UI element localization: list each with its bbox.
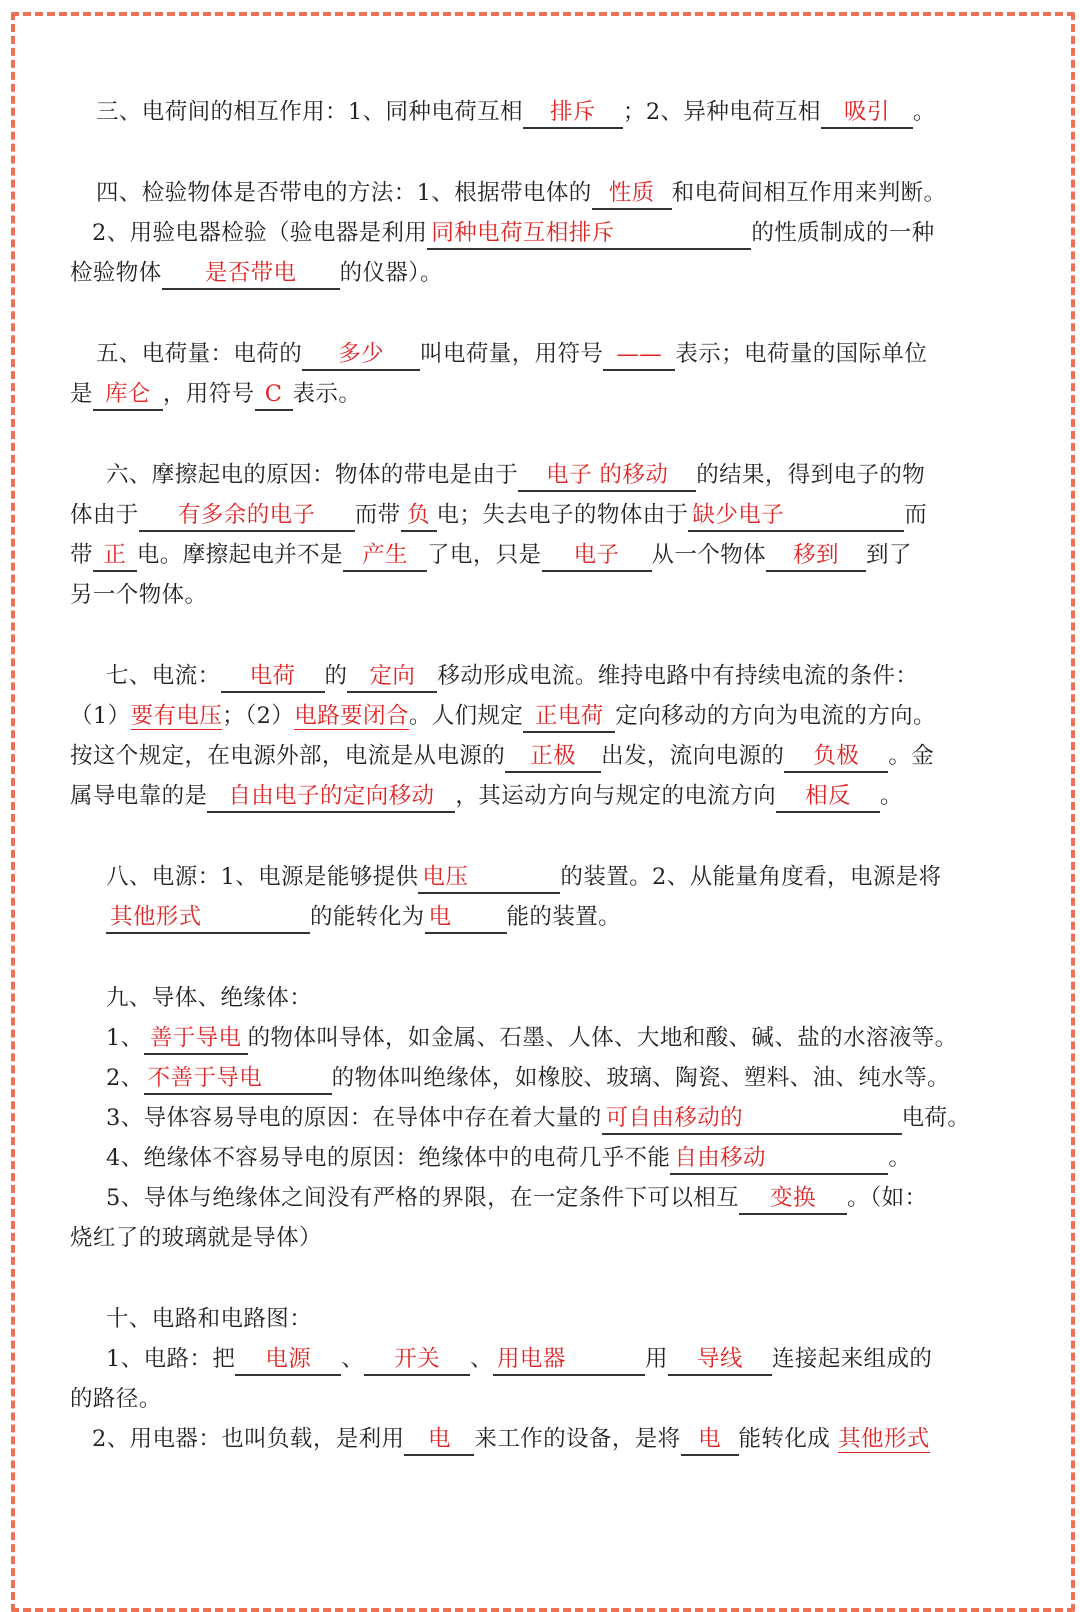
text: 检验物体 [70, 260, 162, 286]
text: 体由于 [70, 502, 139, 528]
text: 移动形成电流。维持电路中有持续电流的条件： [437, 663, 919, 689]
text: 十、电路和电路图： [106, 1306, 313, 1332]
text: 是 [70, 381, 93, 407]
text: 2、 [106, 1065, 144, 1091]
text: 2、用电器：也叫负载，是利用 [92, 1426, 405, 1452]
text: 的能转化为 [310, 904, 425, 930]
answer-blank: 正电荷 [523, 701, 615, 733]
answer-blank: 自由移动 [670, 1143, 888, 1175]
text: 九、导体、绝缘体： [106, 985, 313, 1011]
text: 来工作的设备，是将 [474, 1426, 681, 1452]
answer-inline: 其他形式 [838, 1426, 930, 1452]
answer-blank: 用电器 [493, 1344, 645, 1376]
answer-blank: 电压 [418, 862, 560, 894]
worksheet-content [70, 92, 970, 1459]
text: （1） [70, 703, 131, 729]
text: 电。摩擦起电并不是 [136, 542, 344, 568]
text: 。 [912, 99, 936, 125]
answer-blank: 吸引 [821, 97, 913, 129]
section-10-line-2 [70, 1379, 970, 1419]
text: 1、 [106, 1025, 144, 1051]
text: 。 [880, 783, 903, 809]
answer-blank: 多少 [302, 339, 420, 371]
answer-blank: 正极 [505, 741, 601, 773]
answer-inline: 要有电压 [130, 703, 223, 729]
text: ；2、异种电荷互相 [622, 99, 821, 125]
section-10-line-1 [70, 1339, 970, 1379]
section-7-line-4 [70, 776, 970, 816]
answer-blank: 导线 [668, 1344, 772, 1376]
section-7-line-3 [70, 736, 970, 776]
answer-blank: 排斥 [523, 97, 623, 129]
answer-blank: 正 [93, 540, 137, 572]
section-10-title [70, 1299, 970, 1339]
section-8-line-2 [70, 897, 970, 937]
answer-blank: 电 [425, 902, 507, 934]
text: 3、导体容易导电的原因：在导体中存在着大量的 [106, 1105, 602, 1131]
section-9-line-1 [70, 1018, 970, 1058]
section-9-line-5 [70, 1178, 970, 1218]
text: 用 [645, 1346, 668, 1372]
answer-blank: 缺少电子 [688, 500, 904, 532]
section-4-line-3 [70, 253, 970, 293]
section-9-line-2 [70, 1058, 970, 1098]
section-9-line-3 [70, 1098, 970, 1138]
text: 表示；电荷量的国际单位 [675, 341, 928, 367]
section-6-line-1 [70, 455, 970, 495]
answer-blank: 电 [681, 1424, 739, 1456]
answer-blank: 电子 [542, 540, 652, 572]
text: 定向移动的方向为电流的方向。 [615, 703, 936, 729]
text: ；（2） [222, 703, 295, 729]
section-9-title [70, 978, 970, 1018]
text: 的性质制成的一种 [751, 220, 935, 246]
text: 的 [324, 663, 348, 689]
answer-blank: 移到 [766, 540, 866, 572]
text: 而 [904, 502, 928, 528]
text: 电；失去电子的物体由于 [436, 502, 689, 528]
text: 。 [888, 1145, 912, 1171]
text: 。人们规定 [408, 703, 524, 729]
answer-blank: 其他形式 [106, 902, 310, 934]
answer-blank: 变换 [739, 1183, 847, 1215]
text: 的物体叫绝缘体，如橡胶、玻璃、陶瓷、塑料、油、纯水等。 [331, 1065, 950, 1091]
section-5-line-1 [70, 334, 970, 374]
section-6-line-2 [70, 495, 970, 535]
text: 。（如： [847, 1185, 928, 1211]
text: 4、绝缘体不容易导电的原因：绝缘体中的电荷几乎不能 [106, 1145, 671, 1171]
answer-blank: C [255, 379, 293, 411]
text: 的结果，得到电子的物 [696, 462, 926, 488]
text: 烧红了的玻璃就是导体） [70, 1225, 322, 1251]
text: 另一个物体。 [70, 582, 208, 608]
text: 按这个规定，在电源外部，电流是从电源的 [70, 743, 506, 769]
text: 电荷。 [901, 1105, 971, 1131]
text: 四、检验物体是否带电的方法：1、根据带电体的 [96, 180, 592, 206]
section-5-line-2 [70, 374, 970, 414]
text: 的仪器）。 [339, 260, 443, 286]
answer-blank: 电荷 [221, 661, 325, 693]
section-6-line-3 [70, 535, 970, 575]
section-4-line-2 [70, 213, 970, 253]
answer-blank: 定向 [347, 661, 437, 693]
text: 表示。 [292, 381, 362, 407]
text: 和电荷间相互作用来判断。 [671, 180, 947, 206]
answer-blank: 电源 [235, 1344, 341, 1376]
answer-blank: 有多余的电子 [139, 500, 355, 532]
section-9-line-4 [70, 1138, 970, 1178]
section-8-line-1 [70, 857, 970, 897]
answer-blank: 电 [404, 1424, 474, 1456]
text: 的路径。 [70, 1386, 162, 1412]
text: 、 [470, 1346, 494, 1372]
answer-blank: 不善于导电 [144, 1063, 332, 1095]
text: 八、电源：1、电源是能够提供 [106, 864, 419, 890]
text: ，用符号 [162, 381, 255, 407]
text: 叫电荷量，用符号 [420, 341, 604, 367]
answer-blank: 可自由移动的 [602, 1103, 902, 1135]
answer-blank: 开关 [364, 1344, 470, 1376]
answer-blank: 自由电子的定向移动 [207, 781, 455, 813]
text: 能的装置。 [506, 904, 622, 930]
answer-blank: 是否带电 [162, 258, 340, 290]
section-10-line-3 [70, 1419, 970, 1459]
text: 连接起来组成的 [771, 1346, 933, 1372]
answer-blank: 电子 的移动 [518, 460, 696, 492]
text: 的装置。2、从能量角度看，电源是将 [560, 864, 942, 890]
answer-blank: 相反 [776, 781, 880, 813]
section-9-line-6 [70, 1218, 970, 1258]
text: 从一个物体 [651, 542, 767, 568]
section-6-line-4 [70, 575, 970, 615]
text: 属导电靠的是 [70, 783, 208, 809]
answer-blank: 负 [401, 500, 437, 532]
text: 能转化成 [738, 1426, 831, 1452]
text: 五、电荷量：电荷的 [96, 341, 303, 367]
text: ，其运动方向与规定的电流方向 [455, 783, 777, 809]
text: 2、用验电器检验（验电器是利用 [92, 220, 428, 246]
text: 。金 [888, 743, 935, 769]
answer-blank: 同种电荷互相排斥 [427, 218, 751, 250]
text: 而带 [354, 502, 401, 528]
text: 1、电路：把 [106, 1346, 236, 1372]
text: 的物体叫导体，如金属、石墨、人体、大地和酸、碱、盐的水溶液等。 [247, 1025, 958, 1051]
section-7-line-1 [70, 656, 970, 696]
answer-blank: —— [603, 339, 675, 371]
answer-blank: 善于导电 [144, 1023, 248, 1055]
text: 六、摩擦起电的原因：物体的带电是由于 [106, 462, 519, 488]
answer-blank: 产生 [343, 540, 427, 572]
text: 了电，只是 [427, 542, 542, 568]
answer-blank: 库仑 [93, 379, 163, 411]
text: 5、导体与绝缘体之间没有严格的界限，在一定条件下可以相互 [106, 1185, 740, 1211]
text: 到了 [866, 542, 912, 568]
text: 出发，流向电源的 [601, 743, 785, 769]
section-4-line-1 [70, 173, 970, 213]
text: 七、电流： [106, 663, 221, 689]
answer-inline: 电路要闭合 [294, 703, 409, 729]
section-3-line [70, 92, 970, 132]
text: 三、电荷间的相互作用：1、同种电荷互相 [96, 99, 523, 125]
section-7-line-2 [70, 696, 970, 736]
answer-blank: 负极 [784, 741, 888, 773]
text: 、 [341, 1346, 365, 1372]
answer-blank: 性质 [592, 178, 672, 210]
text: 带 [70, 542, 93, 568]
